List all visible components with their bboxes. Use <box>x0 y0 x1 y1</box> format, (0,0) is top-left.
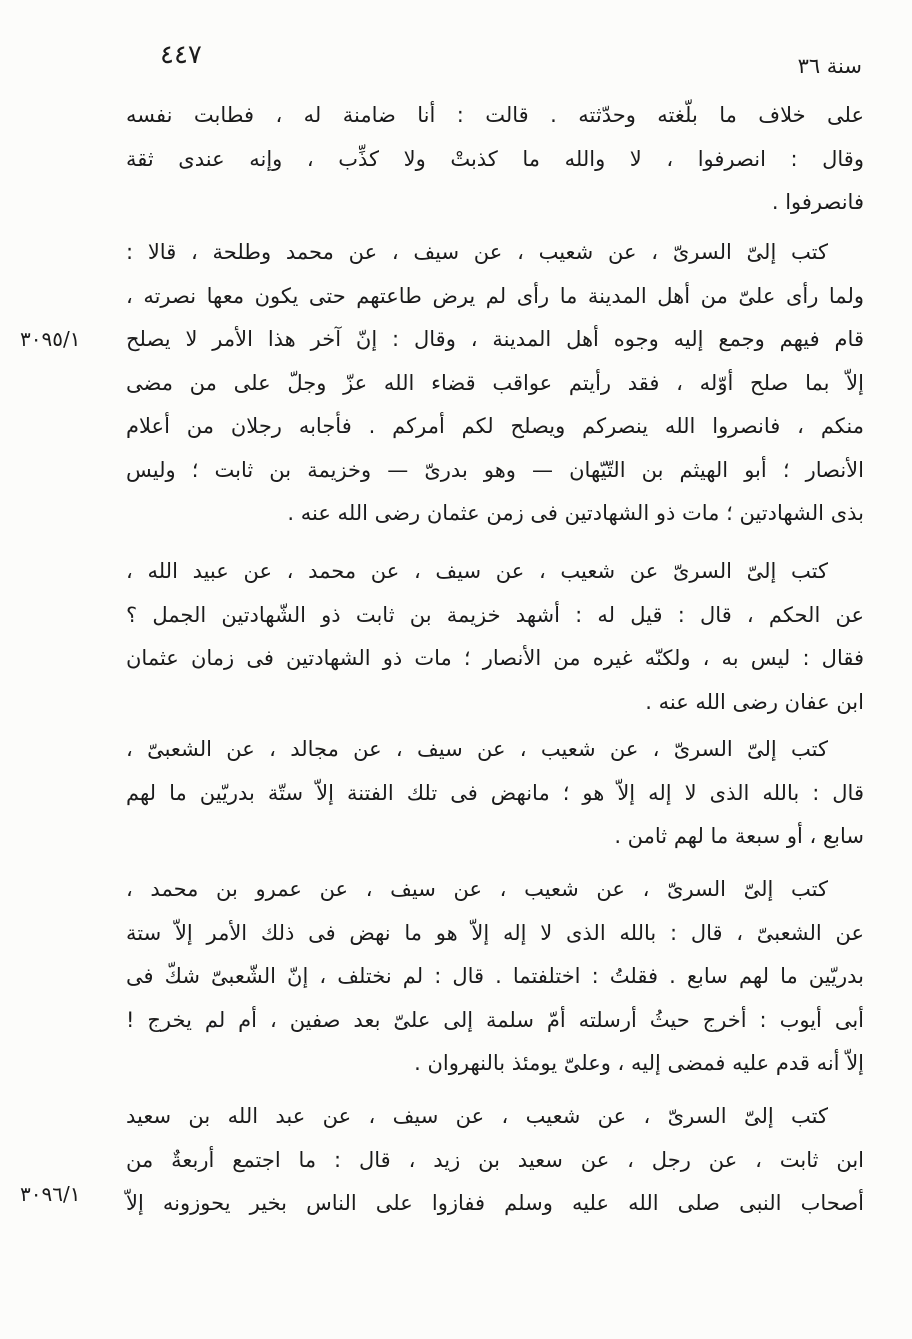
text-line: فانصرفوا . <box>771 190 864 214</box>
text-line: بدريّين ما لهم سابع . فقلتُ : اختلفتما . قال : لم نختلف ، إنّ الشّعبىّ شكّ فى <box>126 964 864 988</box>
text-line: أصحاب النبى صلى الله عليه وسلم ففازوا على الناس بخير يحوزونه إلاّ <box>126 1191 864 1215</box>
margin-reference: ٣٠٩٥/١ <box>20 327 81 351</box>
text-line: إلاّ بما صلح أوّله ، فقد رأيتم عواقب قضاء الله عزّ وجلّ على من مضى <box>126 370 864 395</box>
text-line: كتب إلىّ السرىّ ، عن شعيب ، عن سيف ، عن عمرو بن محمد ، <box>126 877 828 901</box>
paragraph <box>126 868 864 1086</box>
text-line: فقال : ليس به ، ولكنّه غيره من الأنصار ؛ مات ذو الشهادتين فى زمان عثمان <box>126 646 864 670</box>
text-line: ابن ثابت ، عن رجل ، عن سعيد بن زيد ، قال : ما اجتمع أربعةٌ من <box>126 1147 864 1172</box>
paragraph <box>126 94 864 225</box>
text-line: قال : بالله الذى لا إله إلاّ هو ؛ مانهض فى تلك الفتنة إلاّ ستّة بدريّين ما لهم <box>126 780 864 805</box>
text-line: بذى الشهادتين ؛ مات ذو الشهادتين فى زمن عثمان رضى الله عنه . <box>287 501 864 525</box>
page-number: ٤٤٧ <box>160 40 202 70</box>
text-line: وقال : انصرفوا ، لا والله ما كذبتْ ولا كذِّب ، وإنه عندى ثقة <box>126 146 864 171</box>
text-line: عن الشعبىّ ، قال : بالله الذى لا إله إلاّ هو ما نهض فى ذلك الأمر إلاّ ستة <box>126 920 864 945</box>
running-title: سنة ٣٦ <box>797 54 862 78</box>
text-line: عن الحكم ، قال : قيل له : أشهد خزيمة بن ثابت ذو الشّهادتين الجمل ؟ <box>126 602 864 627</box>
text-line: على خلاف ما بلّغته وحدّثته . قالت : أنا ضامنة له ، فطابت نفسه <box>126 103 864 127</box>
text-line: منكم ، فانصروا الله ينصركم ويصلح لكم أمركم . فأجابه رجلان من أعلام <box>126 414 864 438</box>
text-line: قام فيهم وجمع إليه وجوه أهل المدينة ، وقال : إنّ آخر هذا الأمر لا يصلح <box>126 327 864 351</box>
paragraph <box>126 550 864 724</box>
text-line: كتب إلىّ السرىّ ، عن شعيب ، عن سيف ، عن محمد وطلحة ، قالا : <box>126 240 828 264</box>
paragraph <box>126 1095 864 1226</box>
text-line: ابن عفان رضى الله عنه . <box>645 689 864 714</box>
text-line: إلاّ أنه قدم عليه فمضى إليه ، وعلىّ يومئذ بالنهروان . <box>414 1051 864 1075</box>
paragraph <box>126 728 864 859</box>
text-line: الأنصار ؛ أبو الهيثم بن التّيّهان — وهو بدرىّ — وخزيمة بن ثابت ؛ وليس <box>126 457 864 482</box>
paragraph <box>126 231 864 536</box>
text-line: كتب إلىّ السرىّ ، عن شعيب ، عن سيف ، عن مجالد ، عن الشعبىّ ، <box>126 737 828 761</box>
text-line: كتب إلىّ السرىّ ، عن شعيب ، عن سيف ، عن عبد الله بن سعيد <box>126 1104 828 1128</box>
text-line: سابع ، أو سبعة ما لهم ثامن . <box>614 824 864 848</box>
text-line: أبى أيوب : أخرج حيثُ أرسلته أمّ سلمة إلى علىّ بعد صفين ، أم لم يخرج ! <box>126 1007 864 1032</box>
text-line: كتب إلىّ السرىّ عن شعيب ، عن سيف ، عن محمد ، عن عبيد الله ، <box>126 559 828 583</box>
margin-reference: ٣٠٩٦/١ <box>20 1182 81 1206</box>
text-line: ولما رأى علىّ من أهل المدينة ما رأى لم يرض طاعتهم حتى يكون معها نصرته ، <box>126 283 864 308</box>
